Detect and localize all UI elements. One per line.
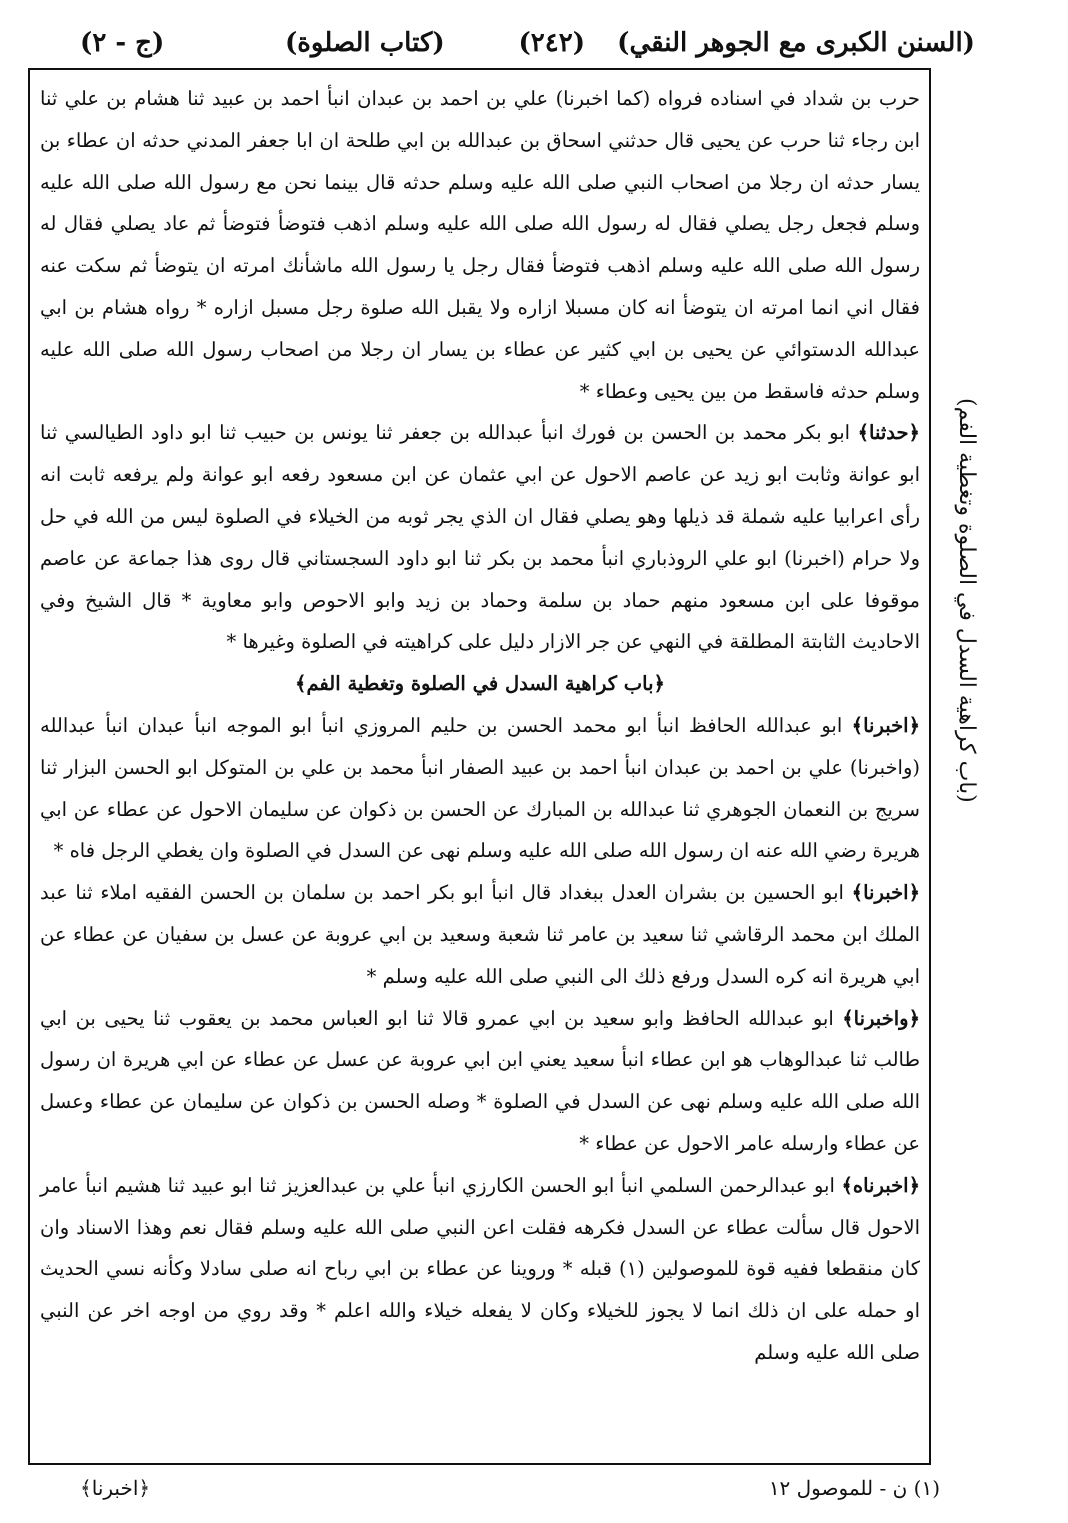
chapter-heading-text: ﴿باب كراهية السدل في الصلوة وتغطية الفم﴾: [295, 672, 665, 696]
paragraph-3: [40, 705, 920, 872]
section-title: (كتاب الصلوة): [285, 28, 445, 58]
paragraph-text: ابو عبدالله الحافظ انبأ ابو محمد الحسن بن حليم المروزي انبأ ابو الموجه انبأ عبدان انبأ عبدالله (واخبرنا) علي بن احمد بن عبدان انبأ احمد بن عبيد الصفار انبأ محمد بن علي بن المتوكل ابو الحسن البزار ثنا سريج بن النعمان الجوهري ثنا عبدالله بن المبارك عن الحسن بن ذكوان عن سليمان الاحول عن عطاء عن ابي هريرة رضي الله عنه ان رسول الله صلى الله عليه وسلم نهى عن السدل في الصلوة وان يغطي الرجل فاه *: [40, 713, 920, 863]
paragraph-text: ابو الحسين بن بشران العدل ببغداد قال انبأ ابو بكر احمد بن سلمان بن الحسن الفقيه املاء ثنا عبد الملك ابن محمد الرقاشي ثنا سعيد بن عامر ثنا شعبة وسعيد بن ابي عروبة عن عسل بن سفيان عن عطاء عن ابي هريرة انه كره السدل ورفع ذلك الى النبي صلى الله عليه وسلم *: [40, 881, 920, 988]
side-chapter-title: (باب كراهية السدل في الصلوة وتغطية الفم): [954, 397, 979, 803]
paragraph-marker: ﴿اخبرنا﴾: [851, 881, 920, 905]
paragraph-4: [40, 872, 920, 997]
catchword: ﴿اخبرنا﴾: [80, 1476, 151, 1500]
paragraph-marker: ﴿اخبرناه﴾: [841, 1173, 921, 1197]
main-text: [40, 78, 920, 1374]
paragraph-marker: ﴿حدثنا﴾: [857, 421, 920, 445]
paragraph-text: حرب بن شداد في اسناده فرواه (كما اخبرنا) علي بن احمد بن عبدان انبأ احمد بن عبيد ثنا هشام بن علي ثنا ابن رجاء ثنا حرب عن يحيى قال حدثني اسحاق بن عبدالله بن ابي طلحة ان ابا جعفر المدني حدثه ان عطاء بن يسار حدثه ان رجلا من اصحاب النبي صلى الله عليه وسلم حدثه قال بينما نحن مع رسول الله صلى الله عليه وسلم فجعل رجل يصلي فقال له رسول الله صلى الله عليه وسلم اذهب فتوضأ فتوضأ ثم عاد يصلي فقال له رسول الله صلى الله عليه وسلم اذهب فتوضأ فقال رجل يا رسول الله ماشأنك امرته ان يتوضأ ثم سكت عنه فقال اني انما امرته ان يتوضأ انه كان مسبلا ازاره ولا يقبل الله صلوة رجل مسبل ازاره * رواه هشام بن ابي عبدالله الدستوائي عن يحيى بن ابي كثير عن عطاء بن يسار ان رجلا من اصحاب رسول الله صلى الله عليه وسلم حدثه فاسقط من بين يحيى وعطاء *: [40, 87, 920, 403]
chapter-heading: [40, 663, 920, 705]
paragraph-6: [40, 1165, 920, 1374]
paragraph-5: [40, 998, 920, 1165]
book-title: (السنن الكبرى مع الجوهر النقي): [617, 28, 975, 58]
footnote-note: (١) ن - للموصول ١٢: [768, 1476, 940, 1500]
footnote-area: [70, 1472, 940, 1512]
paragraph-marker: ﴿اخبرنا﴾: [851, 713, 920, 737]
paragraph-2: [40, 412, 920, 663]
page-header: [70, 22, 975, 66]
paragraph-text: ابو عبدالله الحافظ وابو سعيد بن ابي عمرو قالا ثنا ابو العباس محمد بن يعقوب ثنا يحيى بن ابي طالب ثنا عبدالوهاب هو ابن عطاء انبأ سعيد يعني ابن ابي عروبة عن عسل عن عطاء عن ابي هريرة ان رسول الله صلى الله عليه وسلم نهى عن السدل في الصلوة * وصله الحسن بن ذكوان عن سليمان عن عطاء وعسل عن عطاء وارسله عامر الاحول عن عطاء *: [40, 1006, 920, 1155]
paragraph-1: [40, 78, 920, 412]
paragraph-text: ابو بكر محمد بن الحسن بن فورك انبأ عبدالله بن جعفر ثنا يونس بن حبيب ثنا ابو داود الطيالسي ثنا ابو عوانة وثابت ابو زيد عن عاصم الاحول عن ابي عثمان عن ابن مسعود رفعه ابو عوانة ولم يرفعه ثابت انه رأى اعرابيا عليه شملة قد ذيلها وهو يصلي فقال ان الذي يجر ثوبه من الخيلاء في الصلوة ليس من الله في حل ولا حرام (اخبرنا) ابو علي الروذباري انبأ محمد بن بكر ثنا ابو داود السجستاني قال روى هذا جماعة عن عاصم موقوفا على ابن مسعود منهم حماد بن سلمة وحماد بن زيد وابو الاحوص وابو معاوية * قال الشيخ وفي الاحاديث الثابتة المطلقة في النهي عن جر الازار دليل على كراهيته في الصلوة وغيرها *: [40, 421, 920, 654]
volume-label: (ج - ٢): [80, 28, 165, 58]
page-number: (٢٤٢): [518, 28, 585, 58]
paragraph-marker: ﴿واخبرنا﴾: [842, 1006, 921, 1030]
paragraph-text: ابو عبدالرحمن السلمي انبأ ابو الحسن الكارزي انبأ علي بن عبدالعزيز ثنا ابو عبيد ثنا هشيم انبأ عامر الاحول قال سألت عطاء عن السدل فكرهه فقلت اعن النبي صلى الله عليه وسلم فقال نعم وهذا الاسناد وان كان منقطعا ففيه قوة للموصولين (١) قبله * وروينا عن عطاء بن ابي رباح انه صلى سادلا وكأنه نسي الحديث او حمله على ان ذلك انما لا يجوز للخيلاء وكان لا يفعله خيلاء والله اعلم * وقد روي من اوجه اخر عن النبي صلى الله عليه وسلم: [40, 1173, 920, 1364]
